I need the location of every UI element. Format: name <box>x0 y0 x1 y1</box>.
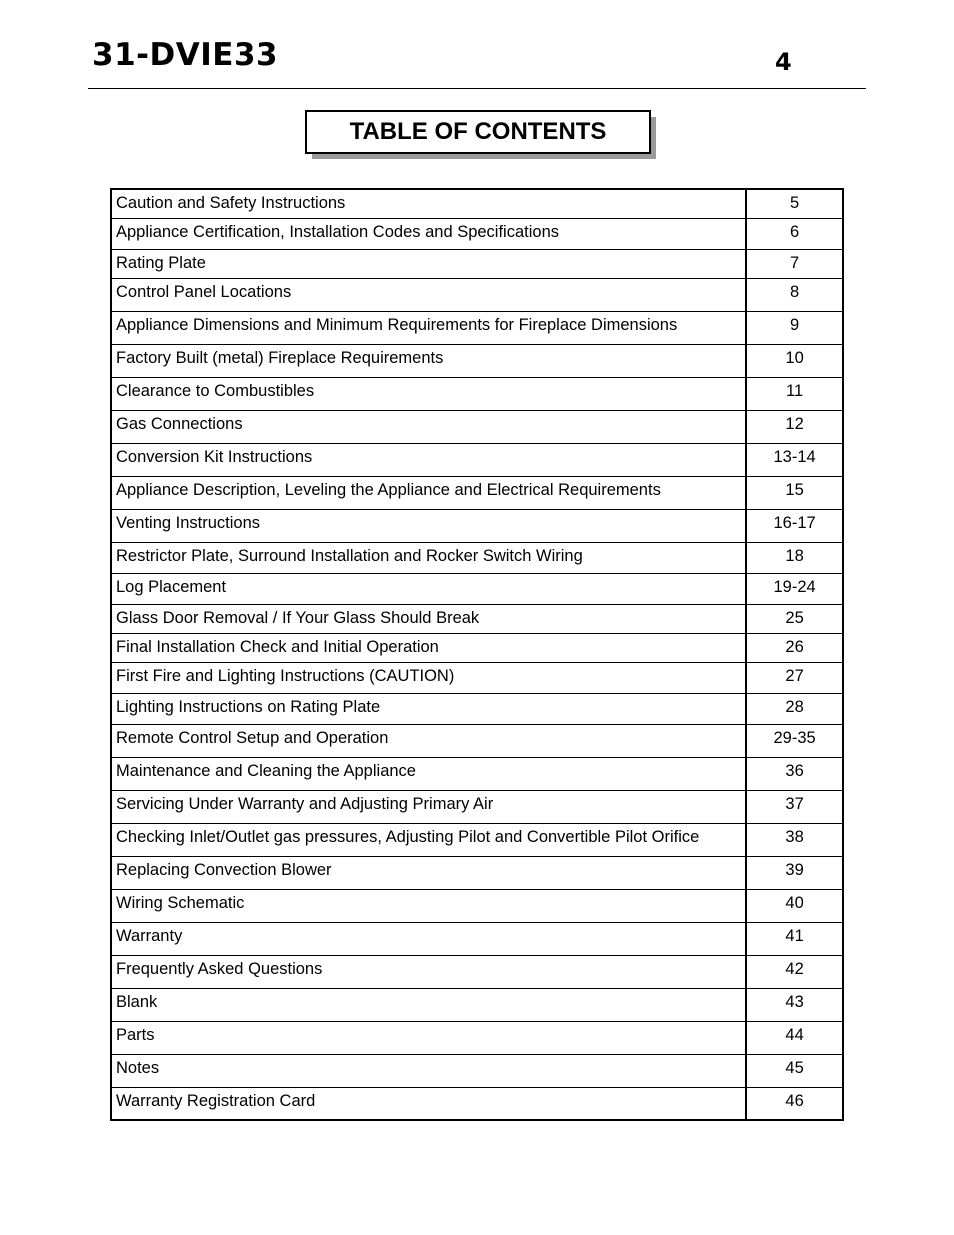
toc-entry-title: Lighting Instructions on Rating Plate <box>111 693 746 724</box>
toc-entry-title: Blank <box>111 988 746 1021</box>
toc-row <box>111 573 843 604</box>
toc-row <box>111 823 843 856</box>
toc-row <box>111 249 843 278</box>
toc-entry-title: Frequently Asked Questions <box>111 955 746 988</box>
toc-row <box>111 1054 843 1087</box>
toc-entry-title: Gas Connections <box>111 410 746 443</box>
toc-row <box>111 856 843 889</box>
toc-row <box>111 633 843 662</box>
toc-entry-page: 16-17 <box>746 509 843 542</box>
toc-row <box>111 218 843 249</box>
toc-entry-page: 12 <box>746 410 843 443</box>
toc-entry-title: Warranty <box>111 922 746 955</box>
toc-entry-title: Remote Control Setup and Operation <box>111 724 746 757</box>
toc-entry-title: Conversion Kit Instructions <box>111 443 746 476</box>
toc-entry-page: 44 <box>746 1021 843 1054</box>
toc-entry-page: 39 <box>746 856 843 889</box>
toc-entry-title: Parts <box>111 1021 746 1054</box>
toc-entry-title: Caution and Safety Instructions <box>111 189 746 218</box>
toc-row <box>111 542 843 573</box>
toc-entry-page: 36 <box>746 757 843 790</box>
toc-entry-page: 42 <box>746 955 843 988</box>
toc-row <box>111 662 843 693</box>
toc-row <box>111 693 843 724</box>
toc-entry-page: 29-35 <box>746 724 843 757</box>
toc-entry-page: 5 <box>746 189 843 218</box>
toc-entry-page: 46 <box>746 1087 843 1120</box>
toc-entry-title: Notes <box>111 1054 746 1087</box>
toc-entry-title: Appliance Certification, Installation Codes and Specifications <box>111 218 746 249</box>
toc-row <box>111 476 843 509</box>
toc-entry-title: Venting Instructions <box>111 509 746 542</box>
toc-entry-title: Restrictor Plate, Surround Installation and Rocker Switch Wiring <box>111 542 746 573</box>
toc-entry-page: 15 <box>746 476 843 509</box>
toc-row <box>111 509 843 542</box>
toc-heading: TABLE OF CONTENTS <box>305 110 651 154</box>
toc-entry-title: Log Placement <box>111 573 746 604</box>
toc-row <box>111 724 843 757</box>
toc-entry-page: 8 <box>746 278 843 311</box>
toc-row <box>111 377 843 410</box>
toc-row <box>111 955 843 988</box>
toc-entry-page: 18 <box>746 542 843 573</box>
toc-entry-page: 7 <box>746 249 843 278</box>
toc-entry-page: 27 <box>746 662 843 693</box>
toc-table <box>110 188 844 1121</box>
toc-row <box>111 189 843 218</box>
toc-row <box>111 1087 843 1120</box>
toc-entry-title: Checking Inlet/Outlet gas pressures, Adjusting Pilot and Convertible Pilot Orifice <box>111 823 746 856</box>
toc-entry-page: 45 <box>746 1054 843 1087</box>
toc-entry-title: Rating Plate <box>111 249 746 278</box>
toc-entry-title: First Fire and Lighting Instructions (CAUTION) <box>111 662 746 693</box>
toc-entry-page: 40 <box>746 889 843 922</box>
toc-entry-page: 43 <box>746 988 843 1021</box>
toc-row <box>111 311 843 344</box>
toc-entry-title: Appliance Dimensions and Minimum Requirements for Fireplace Dimensions <box>111 311 746 344</box>
toc-row <box>111 443 843 476</box>
toc-entry-page: 26 <box>746 633 843 662</box>
toc-entry-page: 13-14 <box>746 443 843 476</box>
toc-entry-title: Replacing Convection Blower <box>111 856 746 889</box>
toc-entry-title: Warranty Registration Card <box>111 1087 746 1120</box>
toc-entry-page: 37 <box>746 790 843 823</box>
toc-entry-title: Control Panel Locations <box>111 278 746 311</box>
toc-entry-title: Factory Built (metal) Fireplace Requirements <box>111 344 746 377</box>
page-number: 4 <box>775 48 792 76</box>
toc-entry-page: 9 <box>746 311 843 344</box>
toc-row <box>111 278 843 311</box>
toc-row <box>111 790 843 823</box>
toc-entry-page: 28 <box>746 693 843 724</box>
toc-entry-title: Clearance to Combustibles <box>111 377 746 410</box>
toc-row <box>111 889 843 922</box>
toc-row <box>111 604 843 633</box>
toc-row <box>111 344 843 377</box>
toc-entry-page: 41 <box>746 922 843 955</box>
toc-row <box>111 410 843 443</box>
toc-row <box>111 1021 843 1054</box>
toc-row <box>111 922 843 955</box>
document-title: 31-DVIE33 <box>92 37 279 73</box>
toc-entry-page: 38 <box>746 823 843 856</box>
toc-entry-title: Final Installation Check and Initial Operation <box>111 633 746 662</box>
toc-entry-page: 6 <box>746 218 843 249</box>
toc-row <box>111 988 843 1021</box>
toc-entry-page: 11 <box>746 377 843 410</box>
toc-entry-page: 10 <box>746 344 843 377</box>
toc-entry-page: 19-24 <box>746 573 843 604</box>
toc-entry-title: Maintenance and Cleaning the Appliance <box>111 757 746 790</box>
toc-entry-title: Appliance Description, Leveling the Appliance and Electrical Requirements <box>111 476 746 509</box>
toc-row <box>111 757 843 790</box>
toc-entry-page: 25 <box>746 604 843 633</box>
header-divider <box>88 88 866 89</box>
toc-entry-title: Glass Door Removal / If Your Glass Should Break <box>111 604 746 633</box>
toc-entry-title: Servicing Under Warranty and Adjusting Primary Air <box>111 790 746 823</box>
toc-entry-title: Wiring Schematic <box>111 889 746 922</box>
